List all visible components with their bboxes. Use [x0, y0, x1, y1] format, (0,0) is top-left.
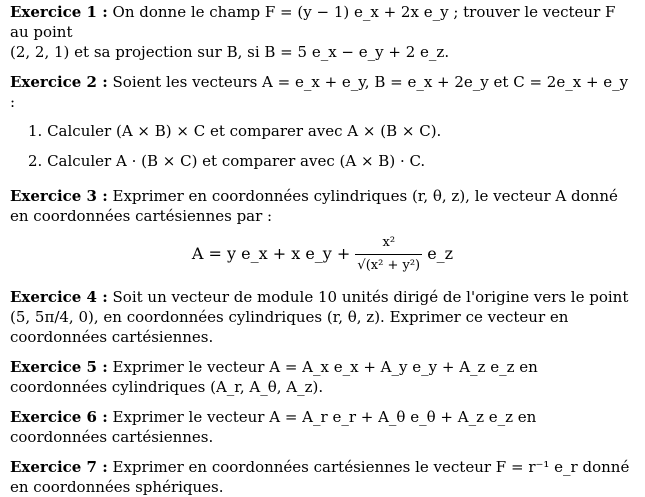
exercise-7-label: Exercice 7 :	[10, 458, 108, 476]
exercise-2	[10, 72, 635, 176]
exercise-1-line1: On donne le champ F = (y − 1) e_x + 2x e_y ; trouver le vecteur F au point	[10, 3, 616, 41]
exercise-3-text: Exprimer en coordonnées cylindriques (r, θ, z), le vecteur A donné en coordonnées cartésiennes par :	[10, 187, 618, 225]
exercise-1-label: Exercice 1 :	[10, 3, 108, 21]
exercise-6-text: Exprimer le vecteur A = A_r e_r + A_θ e_θ + A_z e_z en coordonnées cartésiennes.	[10, 408, 537, 446]
exercise-5-label: Exercice 5 :	[10, 358, 108, 376]
fraction-denominator: √(x² + y²)	[357, 258, 421, 273]
exercise-7-text: Exprimer en coordonnées cartésiennes le vecteur F = r⁻¹ e_r donné en coordonnées sphériques.	[10, 458, 630, 496]
equation-lhs: A = y e_x + x e_y +	[191, 244, 356, 263]
exercise-1-line2: (2, 2, 1) et sa projection sur B, si B = 5 e_x − e_y + 2 e_z.	[10, 43, 450, 61]
exercise-3-equation	[10, 232, 635, 277]
exercise-1	[10, 2, 635, 62]
exercise-3-label: Exercice 3 :	[10, 187, 108, 205]
exercise-4-label: Exercice 4 :	[10, 288, 108, 306]
exercise-5-text: Exprimer le vecteur A = A_x e_x + A_y e_y + A_z e_z en coordonnées cylindriques (A_r, A_θ, A_z).	[10, 358, 538, 396]
exercise-7	[10, 457, 635, 497]
exercise-2-item-2: 2. Calculer A · (B × C) et comparer avec (A × B) · C.	[28, 152, 426, 170]
exercise-6-label: Exercice 6 :	[10, 408, 108, 426]
exercise-2-item-1: 1. Calculer (A × B) × C et comparer avec A × (B × C).	[28, 122, 442, 140]
exercise-2-intro: Soient les vecteurs A = e_x + e_y, B = e_x + 2e_y et C = 2e_x + e_y :	[10, 73, 629, 111]
exercise-3	[10, 186, 635, 277]
exercise-4	[10, 287, 635, 347]
equation-fraction	[355, 232, 422, 277]
exercise-5	[10, 357, 635, 397]
exercise-2-list	[28, 116, 635, 176]
exercise-2-label: Exercice 2 :	[10, 73, 108, 91]
exercise-6	[10, 407, 635, 447]
equation-rhs: e_z	[422, 244, 454, 263]
exercise-4-text: Soit un vecteur de module 10 unités dirigé de l'origine vers le point (5, 5π/4, 0), en coordonnées cylindriques (r, θ, z). Exprimer ce vecteur en coordonnées cartésiennes.	[10, 288, 629, 346]
fraction-numerator: x²	[355, 232, 422, 255]
